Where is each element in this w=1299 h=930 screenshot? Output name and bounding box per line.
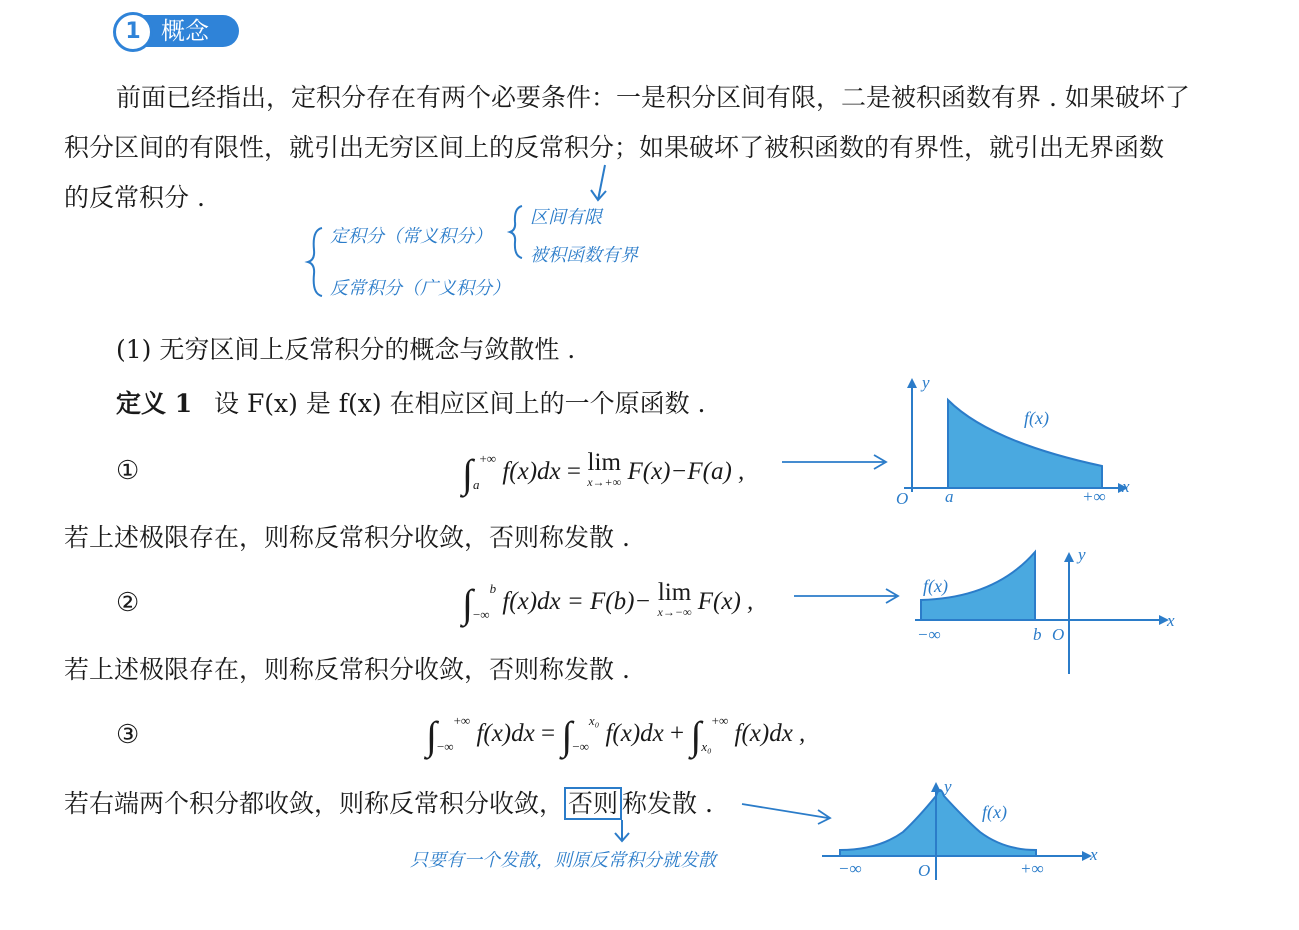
graph-1-inf: +∞ bbox=[1082, 487, 1106, 506]
graph-3-func: f(x) bbox=[982, 802, 1007, 822]
graph-2-b: b bbox=[1033, 625, 1042, 644]
item-3-conclusion-box: 否则 bbox=[564, 787, 622, 820]
formula-2: $\int_{-\infty}^b$ f(x)dx = F(b)− lim x→−∞ F(x) , bbox=[462, 579, 754, 626]
graph-1-a: a bbox=[945, 487, 954, 506]
item-3-conclusion-post: 称发散 . bbox=[622, 789, 713, 818]
note-interval-finite: 区间有限 bbox=[530, 207, 602, 228]
definition-text: 设 F(x) 是 f(x) 在相应区间上的一个原函数 . bbox=[214, 389, 706, 418]
graph-3-area bbox=[840, 790, 1036, 856]
formula-3: $\int_{-\infty}^{+\infty}$ $f(x)dx = \int_{-\infty}^{x_0}$ $f(x)dx + \int_{x_0}^{+\infty}$ f(x)dx , bbox=[426, 713, 806, 758]
f1-integrand: f(x)dx bbox=[502, 458, 561, 485]
f2-lower: −∞ bbox=[472, 607, 490, 622]
graph-3 bbox=[818, 772, 1108, 888]
arrow-to-graph-2 bbox=[792, 584, 912, 608]
graph-2-y-label: y bbox=[1078, 545, 1086, 564]
f3-lower: −∞ bbox=[436, 739, 454, 754]
section-badge bbox=[113, 12, 241, 50]
f3-mid-upper: x₀ bbox=[588, 713, 600, 728]
intro-line-2: 积分区间的有限性，就引出无穷区间上的反常积分；如果破坏了被积函数的有界性，就引出无界函数 bbox=[64, 133, 1165, 162]
item-3-conclusion bbox=[64, 784, 713, 820]
f2-upper: b bbox=[489, 581, 497, 596]
f2-lim-sub: x→−∞ bbox=[657, 605, 692, 619]
f3-integrand: f(x)dx bbox=[476, 720, 535, 747]
note-integrand-bounded: 被积函数有界 bbox=[530, 245, 638, 266]
f3-upper: +∞ bbox=[453, 713, 471, 728]
graph-2 bbox=[905, 540, 1185, 680]
note-definite-integral: 定积分（常义积分） bbox=[330, 226, 492, 247]
formula-1: $\int_a^{+\infty}$ f(x)dx = lim x→+∞ F(x)−F(a) , bbox=[462, 449, 745, 496]
f1-lim: lim bbox=[587, 449, 621, 476]
section-title: 概念 bbox=[161, 17, 209, 45]
f3-tail: f(x)dx , bbox=[734, 720, 806, 747]
graph-1-y-label: y bbox=[922, 373, 930, 392]
f1-rhs: F(x)−F(a) , bbox=[627, 458, 745, 485]
note-improper-integral: 反常积分（广义积分） bbox=[330, 278, 510, 299]
intro-line-1: 前面已经指出，定积分存在有两个必要条件：一是积分区间有限，二是被积函数有界 . 如果破坏了 bbox=[116, 83, 1190, 112]
f2-integrand: f(x)dx bbox=[502, 588, 561, 615]
f3-mid-lower: −∞ bbox=[572, 739, 589, 754]
f3-right-upper: +∞ bbox=[711, 713, 729, 728]
note-bottom: 只要有一个发散，则原反常积分就发散 bbox=[410, 850, 716, 871]
graph-1-x-label: x bbox=[1122, 477, 1130, 496]
graph-2-x-label: x bbox=[1167, 611, 1175, 630]
item-2-marker: ② bbox=[116, 588, 140, 618]
f1-upper: +∞ bbox=[479, 451, 497, 466]
intro-line-3: 的反常积分 . bbox=[64, 183, 205, 212]
item-1-conclusion: 若上述极限存在，则称反常积分收敛，否则称发散 . bbox=[64, 523, 630, 552]
item-2-conclusion: 若上述极限存在，则称反常积分收敛，否则称发散 . bbox=[64, 655, 630, 684]
graph-3-pinf: +∞ bbox=[1020, 859, 1044, 878]
graph-3-x-label: x bbox=[1090, 845, 1098, 864]
item-3-marker: ③ bbox=[116, 720, 140, 750]
graph-3-ninf: −∞ bbox=[838, 859, 862, 878]
f2-lim: lim bbox=[657, 579, 692, 606]
graph-3-origin: O bbox=[918, 861, 931, 880]
item-1-marker: ① bbox=[116, 456, 140, 486]
f3-mid-integrand: f(x)dx bbox=[605, 720, 664, 747]
graph-1 bbox=[890, 372, 1140, 512]
graph-1-origin: O bbox=[896, 489, 909, 508]
f1-lower: a bbox=[472, 477, 480, 492]
f2-eq: = F(b)− bbox=[566, 588, 652, 615]
graph-2-origin: O bbox=[1052, 625, 1065, 644]
f1-lim-sub: x→+∞ bbox=[587, 475, 622, 489]
subsection-title: (1) 无穷区间上反常积分的概念与敛散性 . bbox=[116, 335, 576, 364]
definition-label: 定义 1 bbox=[116, 389, 193, 418]
graph-3-y-label: y bbox=[944, 777, 952, 796]
box-down-arrow bbox=[600, 818, 640, 846]
graph-1-func: f(x) bbox=[1024, 408, 1049, 428]
arrow-to-graph-1 bbox=[780, 450, 900, 474]
f1-eq: = bbox=[566, 458, 581, 485]
graph-2-func: f(x) bbox=[923, 576, 948, 596]
item-3-conclusion-pre: 若右端两个积分都收敛，则称反常积分收敛， bbox=[64, 789, 565, 818]
graph-2-ninf: −∞ bbox=[917, 625, 941, 644]
f3-right-lower: x₀ bbox=[701, 739, 712, 754]
f2-rhs: F(x) , bbox=[697, 588, 754, 615]
section-number: 1 bbox=[113, 12, 153, 52]
